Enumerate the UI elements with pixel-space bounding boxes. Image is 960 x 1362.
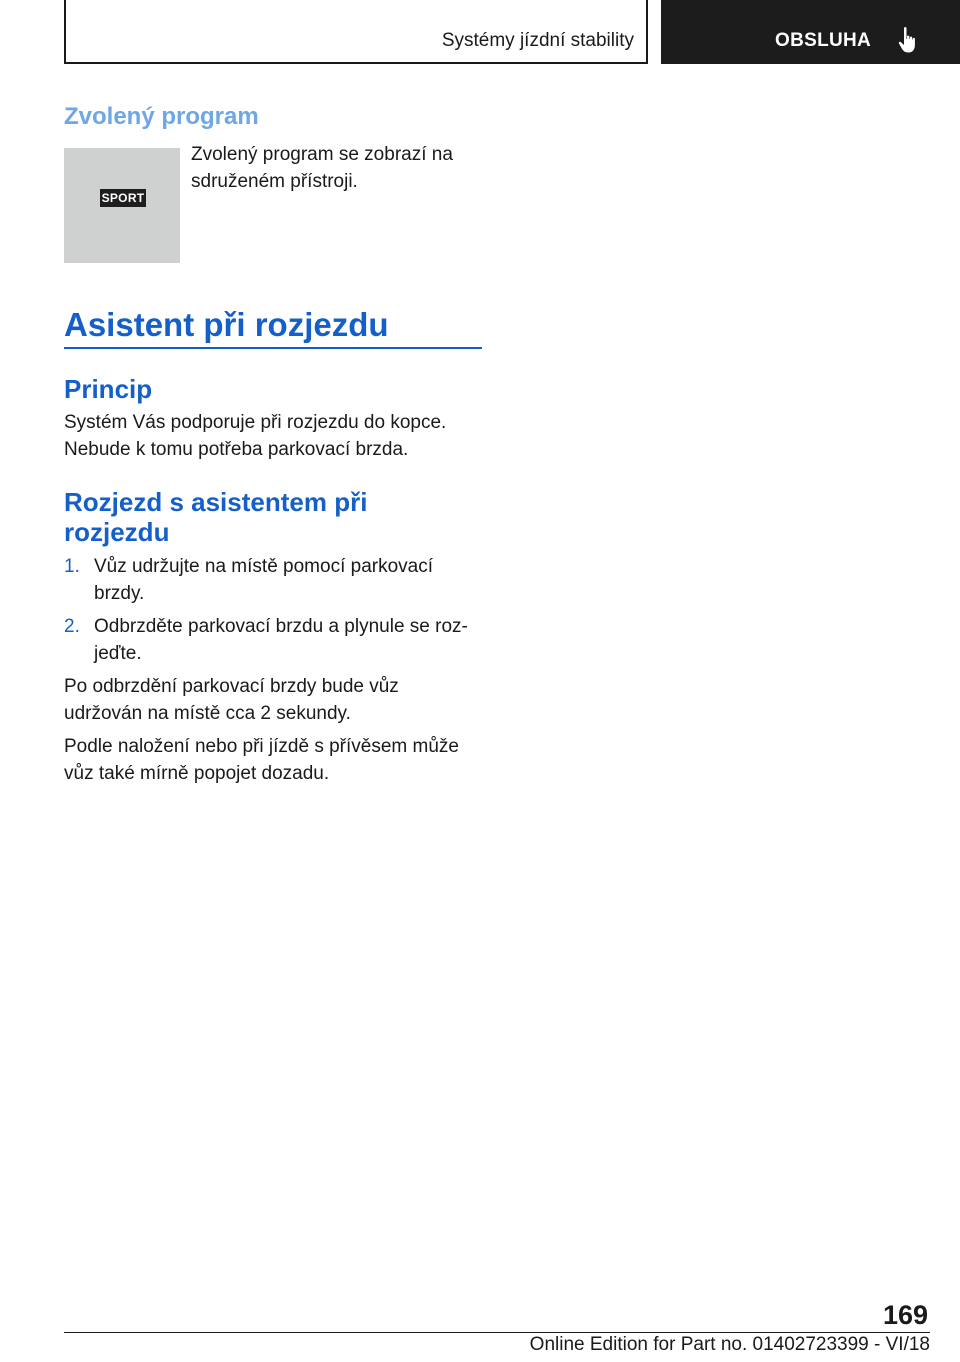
drive-off-note-1: Po odbrzdění parkovací brzdy bude vůz udržován na místě cca 2 sekundy. xyxy=(64,676,399,724)
principle-text: Systém Vás podporuje při rozjezdu do kopce. Nebude k tomu potřeba parkovací brzda. xyxy=(64,412,447,460)
step-item xyxy=(64,553,482,607)
step-text: Odbrzděte parkovací brzdu a plynule se roz‐ jeďte. xyxy=(94,616,468,664)
hill-start-heading: Asistent při rozjezdu xyxy=(64,306,389,343)
selected-program-section xyxy=(64,103,482,131)
step-number: 2. xyxy=(64,616,80,637)
cluster-display-image xyxy=(64,148,180,263)
chapter-title: OBSLUHA xyxy=(775,30,872,51)
header-chapter-box xyxy=(661,0,960,64)
footer-rule xyxy=(64,1332,930,1333)
step-item xyxy=(64,613,482,667)
edition-footer: Online Edition for Part no. 01402723399 - VI/18 xyxy=(529,1334,930,1355)
drive-off-heading-line2: rozjezdu xyxy=(64,517,170,547)
selected-program-text: Zvolený program se zobrazí na sdruženém přístroji. xyxy=(191,144,453,192)
heading-rule xyxy=(64,347,482,349)
pointing-hand-icon xyxy=(897,26,921,54)
step-number: 1. xyxy=(64,556,80,577)
selected-program-text-block xyxy=(191,141,481,195)
principle-heading: Princip xyxy=(64,374,153,404)
step-text: Vůz udržujte na místě pomocí parkovací brzdy. xyxy=(94,556,433,604)
sport-mode-indicator: SPORT xyxy=(101,191,145,205)
drive-off-heading xyxy=(64,487,482,547)
header-section-box xyxy=(64,0,648,64)
selected-program-heading: Zvolený program xyxy=(64,103,259,130)
drive-off-section xyxy=(64,487,482,787)
principle-section xyxy=(64,373,482,463)
hill-start-section xyxy=(64,305,482,345)
drive-off-note-2: Podle naložení nebo při jízdě s přívěsem může vůz také mírně popojet dozadu. xyxy=(64,736,459,784)
drive-off-steps xyxy=(64,553,482,667)
section-title: Systémy jízdní stability xyxy=(441,30,634,51)
drive-off-heading-line1: Rozjezd s asistentem při xyxy=(64,487,368,517)
page-number: 169 xyxy=(882,1300,928,1330)
